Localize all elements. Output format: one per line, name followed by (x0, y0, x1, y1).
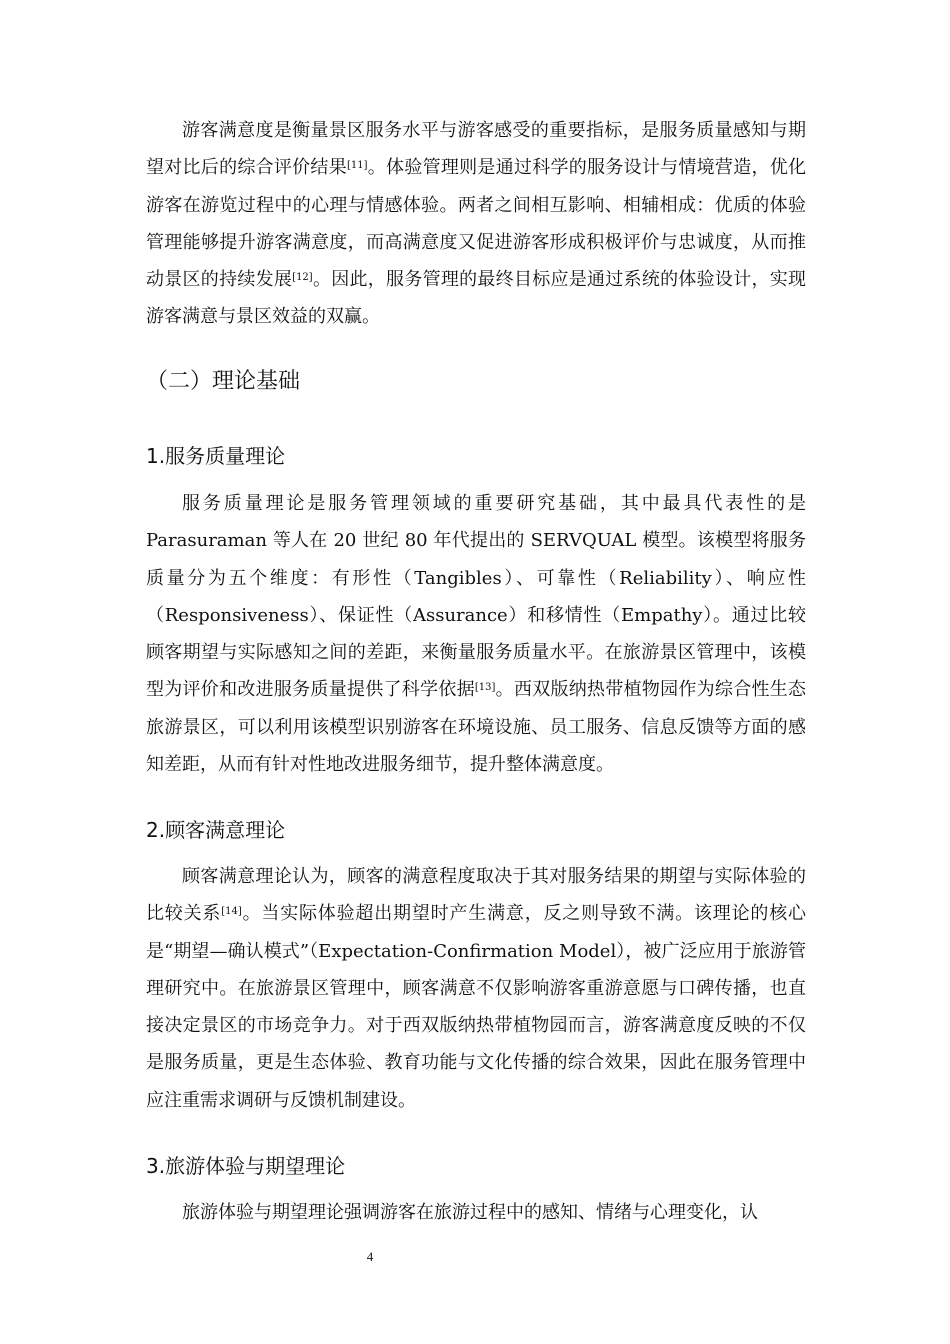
subsection-heading-2: 2.顾客满意理论 (146, 818, 286, 842)
citation-13: [13] (474, 682, 496, 694)
citation-12: [12] (292, 272, 313, 284)
service-quality-paragraph (146, 485, 806, 783)
citation-14: [14] (221, 906, 242, 918)
sub2-text-b: 。当实际体验超出期望时产生满意，反之则导致不满。该理论的核心是“期望—确认模式”（Expectation-Confirmation Model），被广泛应用于旅游管理研究中。在旅游景区管理中，顾客满意不仅影响游客重游意愿与口碑传播，也直接决定景区的市场竞争力。对于西双版纳热带植物园而言，游客满意度反映的不仅是服务质量，更是生态体验、教育功能与文化传播的综合效果，因此在服务管理中应注重需求调研与反馈机制建设。 (146, 903, 806, 1111)
sub3-text: 旅游体验与期望理论强调游客在旅游过程中的感知、情绪与心理变化，认 (182, 1202, 758, 1223)
tourism-experience-paragraph (146, 1194, 806, 1231)
sub1-text-b: 。西双版纳热带植物园作为综合性生态旅游景区，可以利用该模型识别游客在环境设施、员工服务、信息反馈等方面的感知差距，从而有针对性地改进服务细节，提升整体满意度。 (146, 679, 807, 776)
subsection-heading-3: 3.旅游体验与期望理论 (146, 1154, 346, 1178)
intro-paragraph (146, 112, 806, 336)
subsection-heading-1: 1.服务质量理论 (146, 444, 286, 468)
sub1-text-a: 服务质量理论是服务管理领域的重要研究基础，其中最具代表性的是Parasuraman 等人在 20 世纪 80 年代提出的 SERVQUAL 模型。该模型将服务质量分为五个维度：有形性（Tangibles）、可靠性（Reliability）、响应性（Responsiveness）、保证性（Assurance）和移情性（Empathy）。通过比较顾客期望与实际感知之间的差距，来衡量服务质量水平。在旅游景区管理中，该模型为评价和改进服务质量提供了科学依据 (146, 493, 806, 701)
intro-text-b: 。体验管理则是通过科学的服务设计与情境营造，优化游客在游览过程中的心理与情感体验。两者之间相互影响、相辅相成：优质的体验管理能够提升游客满意度，而高满意度又促进游客形成积极评价与忠诚度，从而推动景区的持续发展 (146, 157, 807, 291)
customer-satisfaction-paragraph (146, 858, 806, 1119)
intro-text-a: 游客满意度是衡量景区服务水平与游客感受的重要指标，是服务质量感知与期望对比后的综合评价结果 (146, 120, 806, 179)
page-number: 4 (366, 1249, 374, 1264)
intro-text-c: 。因此，服务管理的最终目标应是通过系统的体验设计，实现游客满意与景区效益的双赢。 (146, 269, 807, 328)
sub2-text-a: 顾客满意理论认为，顾客的满意程度取决于其对服务结果的期望与实际体验的比较关系 (146, 866, 806, 925)
citation-11: [11] (346, 160, 368, 172)
section-heading: （二）理论基础 (146, 369, 301, 394)
